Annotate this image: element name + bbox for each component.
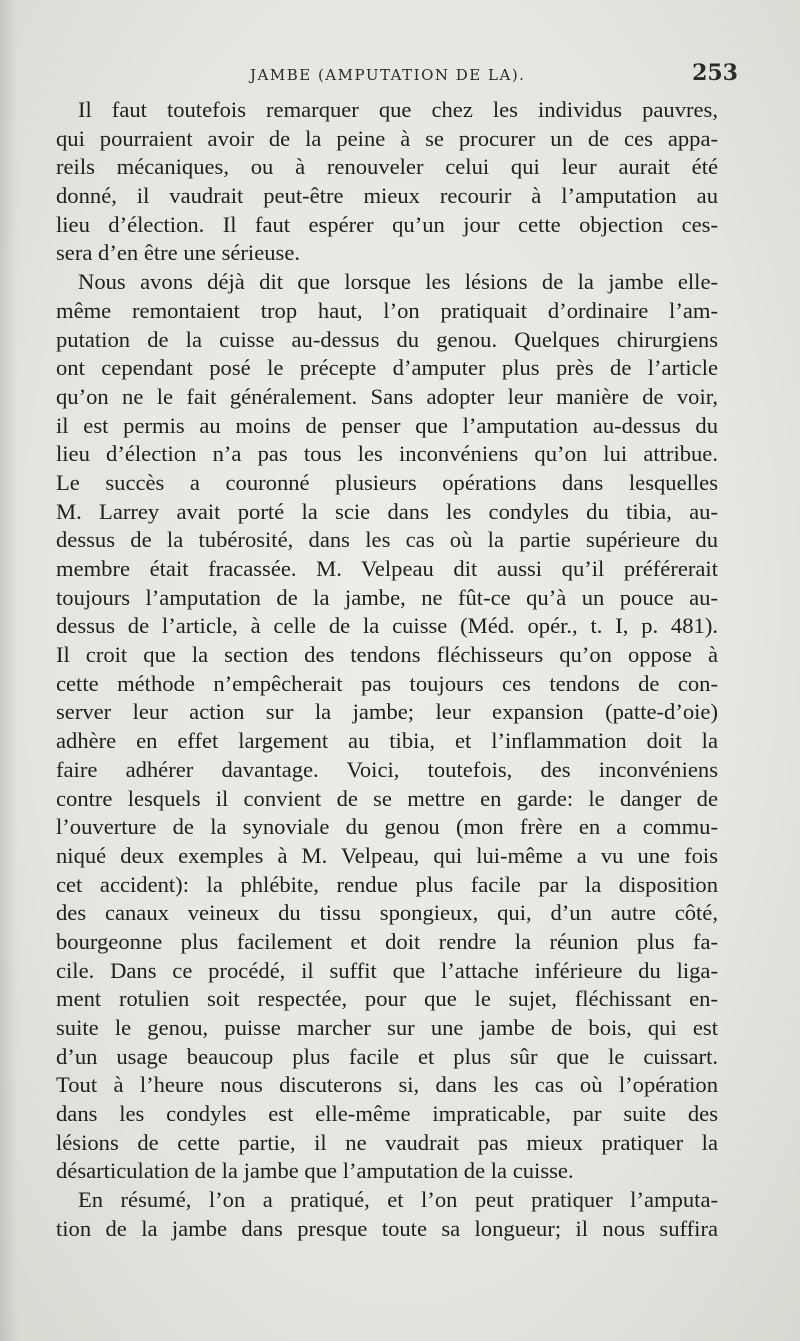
text-line: des canaux veineux du tissu spongieux, qui, d’un autre côté, bbox=[56, 900, 718, 926]
text-line: putation de la cuisse au-dessus du genou. Quelques chirurgiens bbox=[56, 326, 718, 352]
text-line: M. Larrey avait porté la scie dans les condyles du tibia, au- bbox=[56, 498, 718, 524]
text-line: Il faut toutefois remarquer que chez les individus pauvres, bbox=[78, 97, 718, 122]
page-number: 253 bbox=[692, 60, 738, 86]
text-line: Le succès a couronné plusieurs opérations dans lesquelles bbox=[56, 469, 718, 495]
text-line: cet accident): la phlébite, rendue plus facile par la disposition bbox=[56, 871, 718, 897]
text-line: Tout à l’heure nous discuterons si, dans les cas où l’opération bbox=[56, 1072, 718, 1098]
text-line: niqué deux exemples à M. Velpeau, qui lui-même a vu une fois bbox=[56, 842, 718, 868]
text-line: d’un usage beaucoup plus facile et plus sûr que le cuissart. bbox=[56, 1043, 718, 1069]
text-line: ont cependant posé le précepte d’amputer plus près de l’article bbox=[56, 355, 718, 381]
text-line: cette méthode n’empêcherait pas toujours ces tendons de con- bbox=[56, 670, 718, 696]
running-title: JAMBE (AMPUTATION DE LA). bbox=[250, 66, 526, 84]
text-line: dans les condyles est elle-même impraticable, par suite des bbox=[56, 1101, 718, 1127]
text-line: dessus de la tubérosité, dans les cas où la partie supérieure du bbox=[56, 527, 718, 553]
text-line: dessus de l’article, à celle de la cuisse (Méd. opér., t. I, p. 481). bbox=[56, 613, 718, 639]
body-text bbox=[56, 96, 718, 1244]
page-header bbox=[54, 60, 738, 90]
text-line: bourgeonne plus facilement et doit rendre la réunion plus fa- bbox=[56, 928, 718, 954]
text-line: lieu d’élection. Il faut espérer qu’un jour cette objection ces- bbox=[56, 211, 718, 237]
text-line: qui pourraient avoir de la peine à se procurer un de ces appa- bbox=[56, 125, 718, 151]
text-line: il est permis au moins de penser que l’amputation au-dessus du bbox=[56, 412, 718, 438]
text-line: tion de la jambe dans presque toute sa longueur; il nous suffira bbox=[56, 1215, 718, 1241]
text-line: adhère en effet largement au tibia, et l’inflammation doit la bbox=[56, 728, 718, 754]
text-line: membre était fracassée. M. Velpeau dit aussi qu’il préférerait bbox=[56, 556, 718, 581]
text-line: l’ouverture de la synoviale du genou (mon frère en a commu- bbox=[56, 814, 718, 840]
text-line: ment rotulien soit respectée, pour que le sujet, fléchissant en- bbox=[56, 986, 718, 1012]
text-line: reils mécaniques, ou à renouveler celui qui leur aurait été bbox=[56, 154, 718, 180]
text-line: cile. Dans ce procédé, il suffit que l’attache inférieure du liga- bbox=[56, 957, 718, 983]
text-line: contre lesquels il convient de se mettre en garde: le danger de bbox=[56, 785, 718, 811]
text-line: même remontaient trop haut, l’on pratiquait d’ordinaire l’am- bbox=[56, 297, 718, 323]
text-line: faire adhérer davantage. Voici, toutefois, des inconvéniens bbox=[56, 756, 718, 782]
text-line: En résumé, l’on a pratiqué, et l’on peut pratiquer l’amputa- bbox=[78, 1187, 718, 1213]
text-line: Nous avons déjà dit que lorsque les lésions de la jambe elle- bbox=[78, 269, 718, 295]
text-line: Il croit que la section des tendons fléchisseurs qu’on oppose à bbox=[56, 642, 718, 668]
text-line: toujours l’amputation de la jambe, ne fût-ce qu’à un pouce au- bbox=[56, 584, 718, 610]
text-line: suite le genou, puisse marcher sur une jambe de bois, qui est bbox=[56, 1015, 718, 1040]
text-line: désarticulation de la jambe que l’amputation de la cuisse. bbox=[56, 1158, 574, 1184]
text-line: donné, il vaudrait peut-être mieux recourir à l’amputation au bbox=[56, 183, 718, 209]
text-line: server leur action sur la jambe; leur expansion (patte-d’oie) bbox=[56, 699, 718, 725]
text-line: lésions de cette partie, il ne vaudrait pas mieux pratiquer la bbox=[56, 1129, 718, 1155]
text-line: qu’on ne le fait généralement. Sans adopter leur manière de voir, bbox=[56, 383, 718, 409]
text-line: sera d’en être une sérieuse. bbox=[56, 240, 301, 266]
text-line: lieu d’élection n’a pas tous les inconvéniens qu’on lui attribue. bbox=[56, 441, 718, 467]
